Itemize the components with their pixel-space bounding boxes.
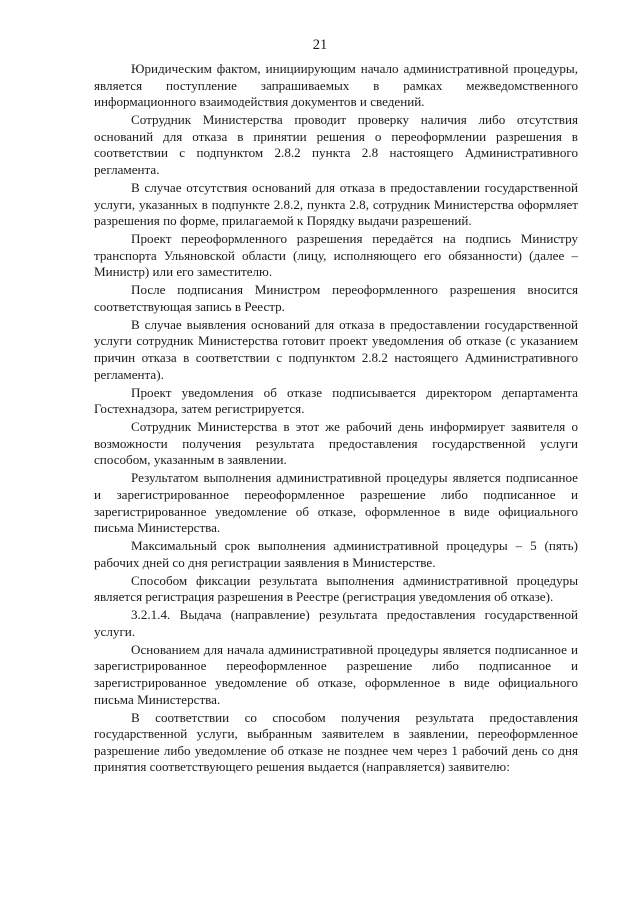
paragraph: Проект переоформленного разрешения передаётся на подпись Министру транспорта Ульяновской области (лицу, исполняющего его обязанности) (далее – Министр) или его заместителю. bbox=[94, 231, 578, 280]
page-number: 21 bbox=[312, 37, 328, 53]
paragraph: Основанием для начала административной процедуры является подписанное и зарегистрированное переоформленное разрешение либо подписанное и зарегистрированное уведомление об отказе, оформленное в виде официального письма Министерства. bbox=[94, 641, 578, 707]
paragraph: Проект уведомления об отказе подписывается директором департамента Гостехнадзора, затем регистрируется. bbox=[94, 384, 578, 417]
paragraph: Результатом выполнения административной процедуры является подписанное и зарегистрированное переоформленное разрешение либо подписанное и зарегистрированное уведомление об отказе, оформленное в виде официального письма Министерства. bbox=[94, 470, 578, 536]
section-heading-3-2-1-4: 3.2.1.4. Выдача (направление) результата предоставления государственной услуги. bbox=[94, 607, 578, 639]
document-body bbox=[94, 61, 578, 777]
paragraph: Максимальный срок выполнения административной процедуры – 5 (пять) рабочих дней со дня регистрации заявления в Министерстве. bbox=[94, 538, 578, 570]
paragraph: Сотрудник Министерства в этот же рабочий день информирует заявителя о возможности получения результата предоставления государственной услуги способом, указанным в заявлении. bbox=[94, 419, 578, 468]
paragraph: Сотрудник Министерства проводит проверку наличия либо отсутствия оснований для отказа в принятии решения о переоформлении разрешения в соответствии с подпунктом 2.8.2 пункта 2.8 настоящего Административного регламента. bbox=[94, 112, 578, 177]
paragraph: В соответствии со способом получения результата предоставления государственной услуги, выбранным заявителем в заявлении, переоформленное разрешение либо уведомление об отказе не позднее чем через 1 рабочий день со дня принятия соответствующего решения выдается (направляется) заявителю: bbox=[94, 709, 578, 775]
paragraph: Способом фиксации результата выполнения административной процедуры является регистрация разрешения в Реестре (регистрация уведомления об отказе). bbox=[94, 572, 578, 605]
paragraph: В случае выявления оснований для отказа в предоставлении государственной услуги сотрудник Министерства готовит проект уведомления об отказе (с указанием причин отказа в соответствии с подпунктом 2.8.2 настоящего Административного регламента). bbox=[94, 316, 578, 382]
paragraph: В случае отсутствия оснований для отказа в предоставлении государственной услуги, указанных в подпункте 2.8.2, пункта 2.8, сотрудник Министерства оформляет разрешения по форме, прилагаемой к Порядку выдачи разрешений. bbox=[94, 179, 578, 229]
paragraph: После подписания Министром переоформленного разрешения вносится соответствующая запись в Реестр. bbox=[94, 282, 578, 314]
paragraph: Юридическим фактом, инициирующим начало административной процедуры, является поступление запрашиваемых в рамках межведомственного информационного взаимодействия документов и сведений. bbox=[94, 61, 578, 110]
